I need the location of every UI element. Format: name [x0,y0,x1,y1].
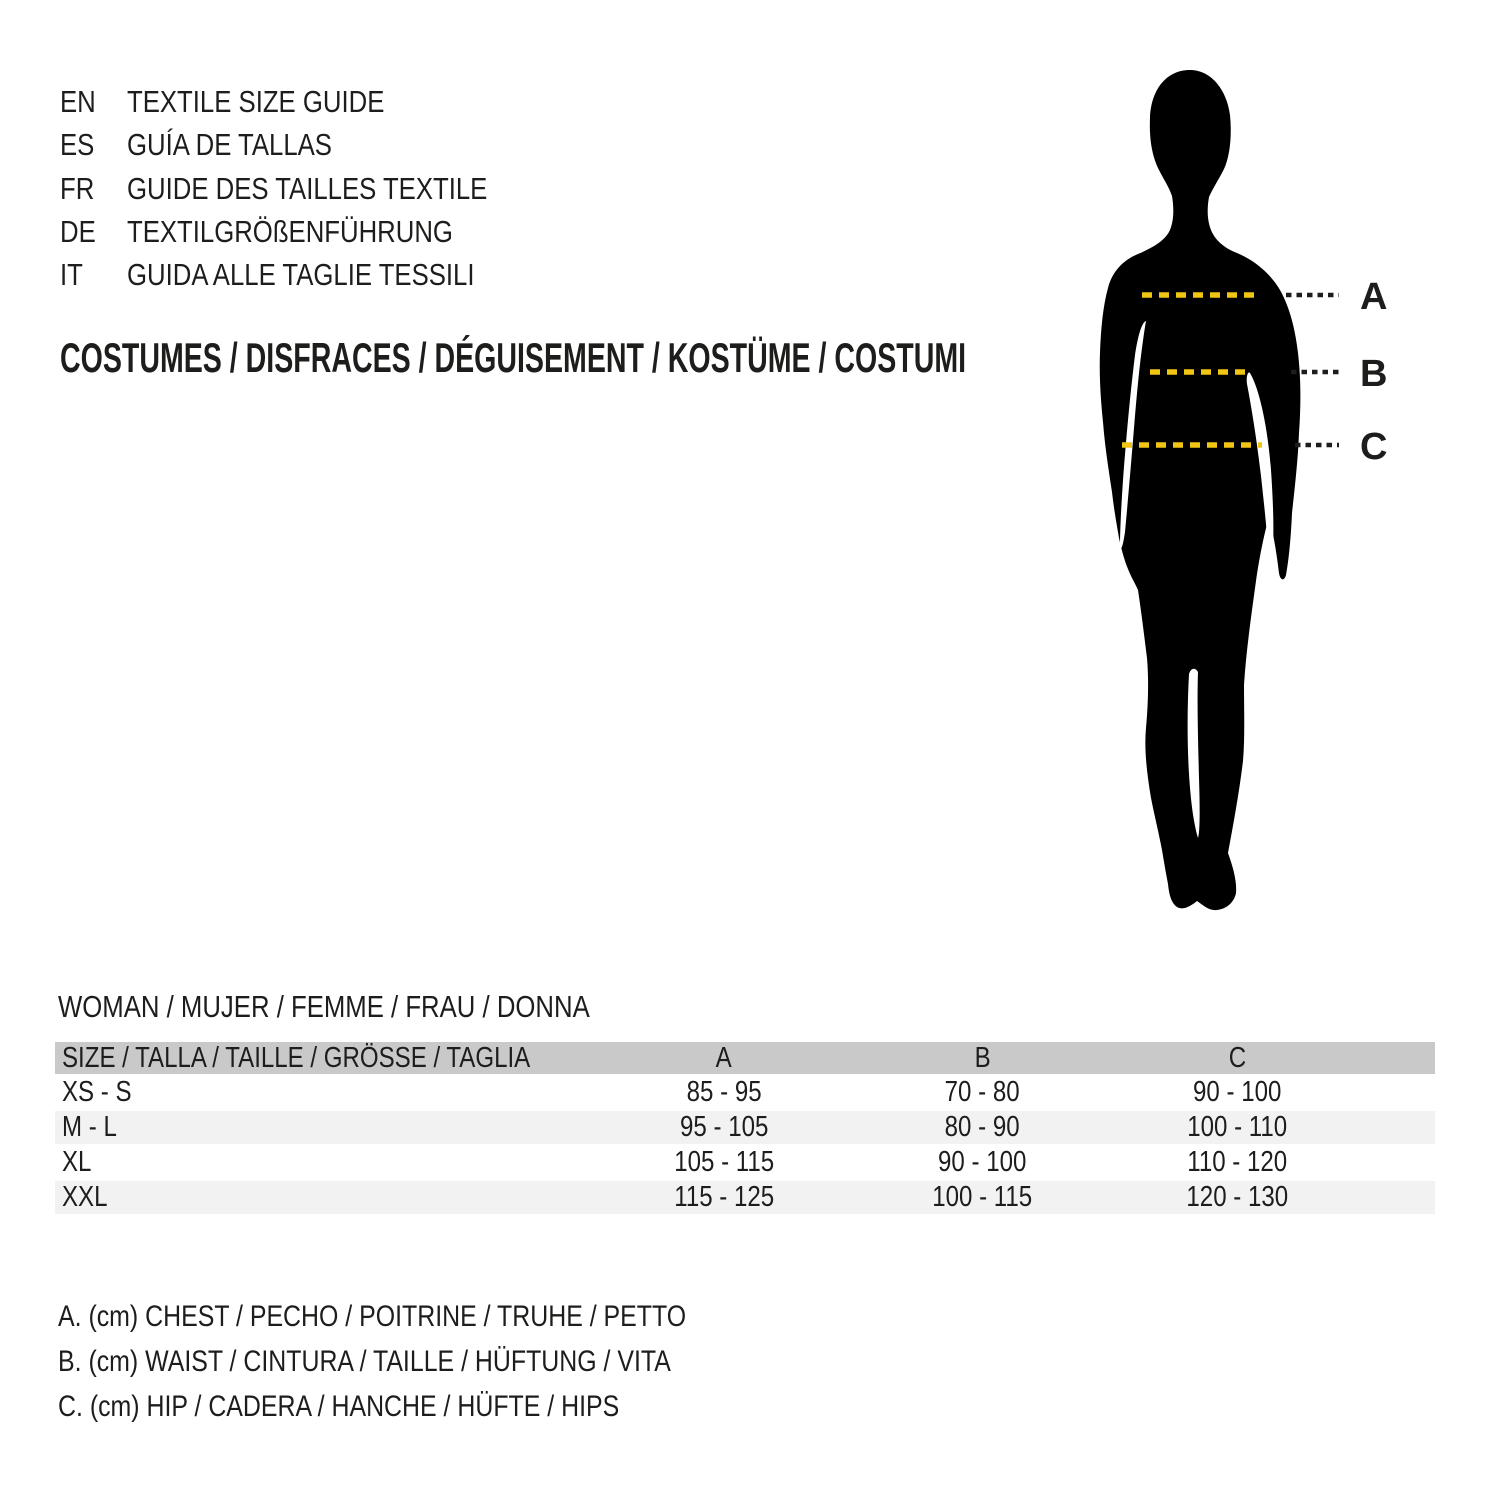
language-code: EN [60,84,96,119]
category-heading: COSTUMES / DISFRACES / DÉGUISEMENT / KOSTÜME / COSTUMI [60,334,967,381]
header-size-label: SIZE / TALLA / TAILLE / GRÖSSE / TAGLIA [55,1042,593,1076]
row-spacer [1365,1111,1435,1146]
language-row-de [60,216,520,247]
legend-line-hip: C. (cm) HIP / CADERA / HANCHE / HÜFTE / HIPS [58,1390,620,1423]
value-cell-c: 100 - 110 [1110,1111,1365,1146]
value-cell-b: 70 - 80 [855,1076,1110,1111]
size-cell: XXL [55,1181,593,1216]
size-cell: XL [55,1146,593,1181]
woman-silhouette-figure [1040,60,1460,960]
value-cell-a: 95 - 105 [593,1111,855,1146]
language-label: GUIDE DES TAILLES TEXTILE [127,171,488,206]
language-label: TEXTILE SIZE GUIDE [127,84,385,119]
table-row-xs-s [55,1076,1435,1111]
table-row-xl [55,1146,1435,1181]
language-row-en [60,86,437,117]
header-col-c: C [1110,1042,1365,1076]
value-cell-b: 100 - 115 [855,1181,1110,1216]
legend-line-chest: A. (cm) CHEST / PECHO / POITRINE / TRUHE / PETTO [58,1300,687,1333]
value-cell-b: 80 - 90 [855,1111,1110,1146]
language-code: ES [60,127,95,162]
row-spacer [1365,1146,1435,1181]
legend-line-waist: B. (cm) WAIST / CINTURA / TAILLE / HÜFTUNG / VITA [58,1345,671,1378]
language-label: GUIDA ALLE TAGLIE TESSILI [127,257,475,292]
language-label: TEXTILGRÖßENFÜHRUNG [127,214,453,249]
table-row-m-l [55,1111,1435,1146]
language-label: GUÍA DE TALLAS [127,127,332,162]
marker-label-chest: A [1360,276,1388,318]
row-spacer [1365,1076,1435,1111]
row-spacer [1365,1181,1435,1216]
language-row-fr [60,173,561,204]
size-table [55,1042,1435,1216]
language-row-es [60,129,374,160]
value-cell-b: 90 - 100 [855,1146,1110,1181]
gender-heading: WOMAN / MUJER / FEMME / FRAU / DONNA [58,989,590,1024]
header-col-b: B [855,1042,1110,1076]
value-cell-a: 105 - 115 [593,1146,855,1181]
value-cell-c: 90 - 100 [1110,1076,1365,1111]
value-cell-c: 110 - 120 [1110,1146,1365,1181]
header-col-a: A [593,1042,855,1076]
language-row-it [60,259,546,290]
language-code: DE [60,214,96,249]
value-cell-a: 85 - 95 [593,1076,855,1111]
language-code: IT [60,257,83,292]
header-spacer [1365,1042,1435,1076]
size-table-header-row [55,1042,1435,1076]
marker-label-hip: C [1360,426,1388,468]
size-cell: M - L [55,1111,593,1146]
table-row-xxl [55,1181,1435,1216]
marker-label-waist: B [1360,353,1388,395]
size-cell: XS - S [55,1076,593,1111]
value-cell-c: 120 - 130 [1110,1181,1365,1216]
value-cell-a: 115 - 125 [593,1181,855,1216]
language-code: FR [60,171,95,206]
